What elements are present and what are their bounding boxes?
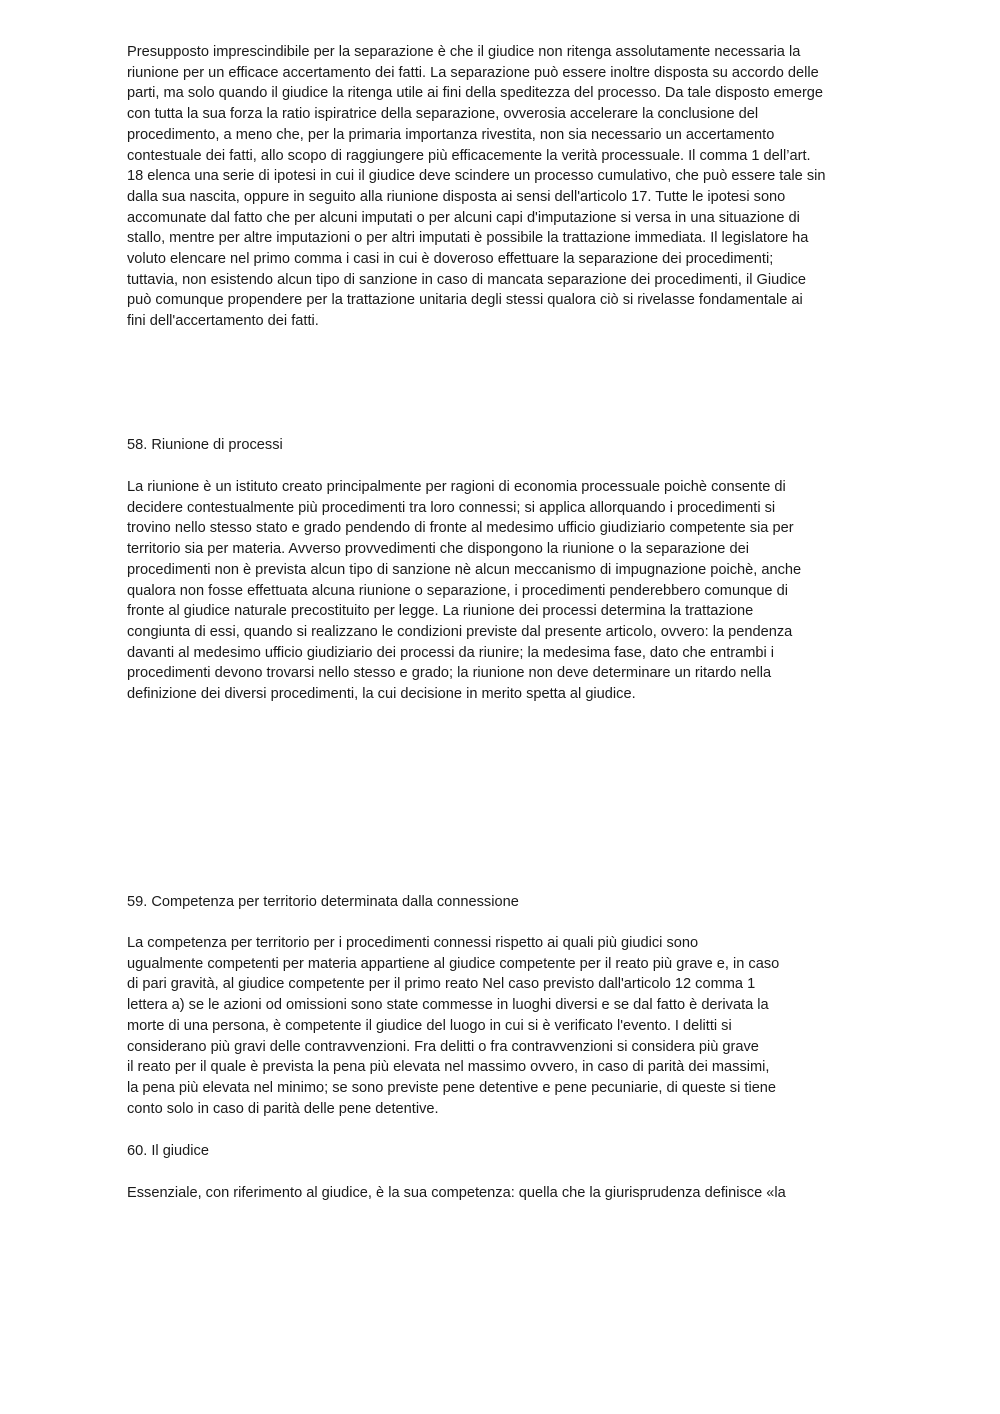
section-58-heading [127, 435, 872, 456]
paragraph-line: conto solo in caso di parità delle pene detentive. [127, 1100, 439, 1117]
paragraph-line: lettera a) se le azioni od omissioni sono state commesse in luoghi diversi e se dal fatto è derivata la [127, 997, 769, 1014]
paragraph-line: parti, ma solo quando il giudice la ritenga utile ai fini della speditezza del processo. Da tale disposto emerge [127, 85, 824, 102]
paragraph-line: decidere contestualmente più procedimenti tra loro connessi; si applica allorquando i procedimenti si [127, 499, 776, 516]
paragraph-line: considerano più gravi delle contravvenzioni. Fra delitti o fra contravvenzioni si considera più grave [127, 1038, 759, 1055]
paragraph-line: definizione dei diversi procedimenti, la cui decisione in merito spetta al giudice. [127, 686, 636, 703]
heading-text: 59. Competenza per territorio determinata dalla connessione [127, 894, 519, 910]
paragraph-line: tuttavia, non esistendo alcun tipo di sanzione in caso di mancata separazione dei procedimenti, il Giudice [127, 271, 807, 288]
heading-text: 58. Riunione di processi [127, 437, 283, 453]
paragraph-line: 18 elenca una serie di ipotesi in cui il giudice deve scindere un processo cumulativo, che può essere tale sin [127, 168, 826, 185]
intro-paragraph [127, 42, 872, 332]
paragraph-line: contestuale dei fatti, allo scopo di raggiungere più efficacemente la verità processuale. Il comma 1 dell’art. [127, 147, 811, 164]
paragraph-line: ugualmente competenti per materia appartiene al giudice competente per il reato più grave e, in caso [127, 955, 780, 972]
paragraph-line: davanti al medesimo ufficio giudiziario dei processi da riunire; la medesima fase, dato che entrambi i [127, 644, 775, 661]
paragraph-line: La competenza per territorio per i procedimenti connessi rispetto ai quali più giudici sono [127, 935, 699, 951]
section-60-heading [127, 1141, 872, 1162]
paragraph-line: stallo, mentre per altre imputazioni o per altri imputati è possibile la trattazione immediata. Il legislatore ha [127, 230, 809, 247]
paragraph-line: trovino nello stesso stato e grado pendendo di fronte al medesimo ufficio giudiziario competente sia per [127, 520, 794, 537]
paragraph-line: accomunate dal fatto che per alcuni imputati o per alcuni capi d'imputazione si versa in una situazione di [127, 209, 800, 226]
paragraph-line: procedimenti non è prevista alcun tipo di sanzione nè alcun meccanismo di impugnazione poichè, anche [127, 561, 802, 578]
paragraph-line: può comunque propendere per la trattazione unitaria degli stessi qualora ciò si rivelasse fondamentale ai [127, 292, 803, 309]
paragraph-line: Presupposto imprescindibile per la separazione è che il giudice non ritenga assolutamente necessaria la [127, 44, 801, 60]
section-58-paragraph [127, 477, 872, 705]
paragraph-line: voluto elencare nel primo comma i casi in cui è doveroso effettuare la separazione dei procedimenti; [127, 251, 774, 268]
paragraph-line: morte di una persona, è competente il giudice del luogo in cui si è verificato l'evento. I delitti si [127, 1017, 732, 1034]
paragraph-line: con tutta la sua forza la ratio ispiratrice della separazione, ovverosia accelerare la conclusione del [127, 106, 759, 123]
paragraph-line: la pena più elevata nel minimo; se sono previste pene detentive e pene pecuniarie, di queste si tiene [127, 1079, 777, 1096]
paragraph-line: procedimento, a meno che, per la primaria importanza rivestita, non sia necessario un accertamento [127, 126, 775, 143]
paragraph-line: il reato per il quale è prevista la pena più elevata nel massimo ovvero, in caso di parità dei massimi, [127, 1059, 770, 1076]
section-59-heading [127, 892, 872, 913]
section-59-paragraph [127, 933, 872, 1119]
heading-text: 60. Il giudice [127, 1143, 209, 1159]
paragraph-line: procedimenti devono trovarsi nello stesso e grado; la riunione non deve determinare un ritardo nella [127, 665, 772, 682]
paragraph-line: territorio sia per materia. Avverso provvedimenti che dispongono la riunione o la separazione dei [127, 541, 749, 558]
paragraph-line: di pari gravità, al giudice competente per il primo reato Nel caso previsto dall'articolo 12 comma 1 [127, 976, 756, 993]
section-60-paragraph [127, 1183, 872, 1204]
paragraph-line: fini dell'accertamento dei fatti. [127, 313, 319, 330]
paragraph-line: congiunta di essi, quando si realizzano le condizioni previste dal presente articolo, ovvero: la pendenza [127, 623, 793, 640]
paragraph-line: Essenziale, con riferimento al giudice, è la sua competenza: quella che la giurisprudenza definisce «la [127, 1185, 786, 1201]
paragraph-line: dalla sua nascita, oppure in seguito alla riunione disposta ai sensi dell'articolo 17. Tutte le ipotesi sono [127, 188, 786, 205]
paragraph-line: qualora non fosse effettuata alcuna riunione o separazione, i procedimenti penderebbero comunque di [127, 582, 788, 599]
paragraph-line: fronte al giudice naturale precostituito per legge. La riunione dei processi determina la trattazione [127, 603, 754, 620]
paragraph-line: La riunione è un istituto creato principalmente per ragioni di economia processuale poichè consente di [127, 479, 786, 495]
paragraph-line: riunione per un efficace accertamento dei fatti. La separazione può essere inoltre disposta su accordo delle [127, 64, 819, 81]
